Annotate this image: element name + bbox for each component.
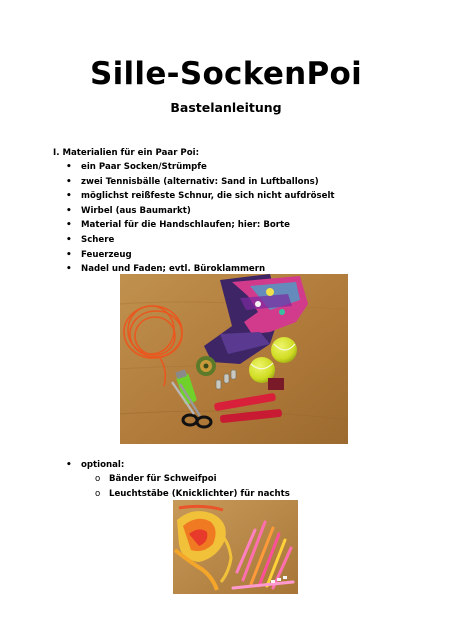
materials-photo (120, 274, 348, 444)
document-title: Sille-SockenPoi (89, 56, 363, 92)
list-item: • ein Paar Socken/Strümpfe (64, 160, 335, 175)
list-item: o Leuchtstäbe (Knicklichter) für nachts (93, 487, 290, 502)
borte-rosette (196, 356, 216, 376)
materials-list (64, 160, 335, 277)
optional-label: • optional: (64, 460, 124, 470)
list-item: • Schere (64, 233, 335, 248)
list-item: • zwei Tennisbälle (alternativ: Sand in Luftballons) (64, 175, 335, 190)
optional-list (93, 472, 290, 502)
list-item: • Nadel und Faden; evtl. Büroklammern (64, 262, 335, 277)
materials-heading: I. Materialien für ein Paar Poi: (53, 148, 200, 158)
list-item: • Wirbel (aus Baumarkt) (64, 204, 335, 219)
ribbons-glowsticks-photo (173, 500, 298, 594)
list-item: • Feuerzeug (64, 248, 335, 263)
list-item: o Bänder für Schweifpoi (93, 472, 290, 487)
list-item: • möglichst reißfeste Schnur, die sich nicht aufdröselt (64, 189, 335, 204)
document-subtitle: Bastelanleitung (170, 100, 282, 115)
list-item: • Material für die Handschlaufen; hier: Borte (64, 218, 335, 233)
